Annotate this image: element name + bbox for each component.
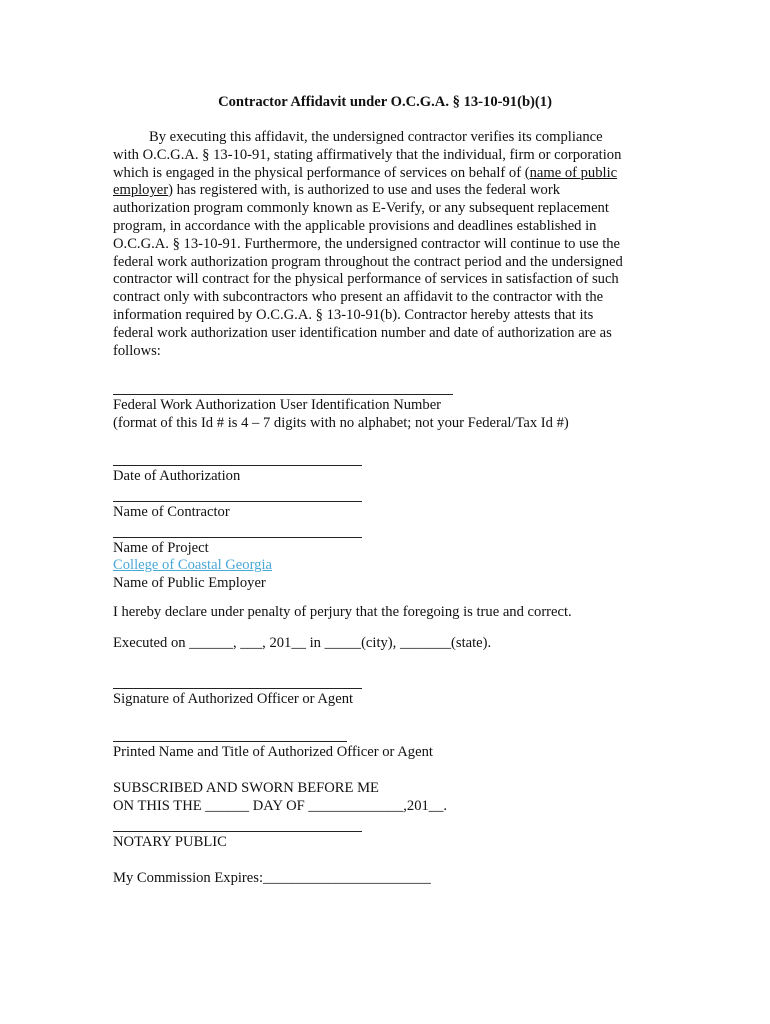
fwa-id-line[interactable] xyxy=(113,394,453,395)
notary-public-label: NOTARY PUBLIC xyxy=(113,834,227,850)
project-name-label: Name of Project xyxy=(113,540,209,556)
contractor-name-label: Name of Contractor xyxy=(113,504,230,520)
date-of-authorization-label: Date of Authorization xyxy=(113,468,241,484)
affidavit-body xyxy=(113,129,643,360)
body-line: By executing this affidavit, the undersigned contractor verifies its compliance xyxy=(149,129,603,145)
body-line: program, in accordance with the applicable provisions and deadlines established in xyxy=(113,217,597,234)
executed-on-line: Executed on ______, ___, 201__ in _____(city), _______(state). xyxy=(113,635,492,651)
signature-line[interactable] xyxy=(113,688,362,689)
signature-label: Signature of Authorized Officer or Agent xyxy=(113,691,354,707)
body-text: ) has registered with, is authorized to use and uses the federal work xyxy=(168,182,561,199)
notary-date-line: ON THIS THE ______ DAY OF _____________,201__. xyxy=(113,798,448,814)
commission-expires: My Commission Expires:_______________________ xyxy=(113,870,431,886)
body-line xyxy=(113,182,643,200)
body-line: follows: xyxy=(113,342,161,359)
public-employer-label: Name of Public Employer xyxy=(113,575,266,591)
public-employer-placeholder: (name of public xyxy=(524,164,618,181)
notary-signature-line[interactable] xyxy=(113,831,362,832)
contractor-name-line[interactable] xyxy=(113,501,362,502)
date-of-authorization-line[interactable] xyxy=(113,465,362,466)
fwa-id-note: (format of this Id # is 4 – 7 digits with no alphabet; not your Federal/Tax Id #) xyxy=(113,415,569,431)
printed-name-line[interactable] xyxy=(113,741,347,742)
printed-name-label: Printed Name and Title of Authorized Officer or Agent xyxy=(113,744,433,760)
body-line: contractor will contract for the physical performance of services in satisfaction of such xyxy=(113,271,619,288)
body-line: authorization program commonly known as E-Verify, or any subsequent replacement xyxy=(113,200,609,217)
notary-sworn-line: SUBSCRIBED AND SWORN BEFORE ME xyxy=(113,780,379,796)
body-line: with O.C.G.A. § 13-10-91, stating affirmatively that the individual, firm or corporation xyxy=(113,146,622,163)
document-title: Contractor Affidavit under O.C.G.A. § 13-10-91(b)(1) xyxy=(218,94,552,110)
body-line: federal work authorization program throughout the contract period and the undersigned xyxy=(113,253,623,270)
fwa-id-label: Federal Work Authorization User Identification Number xyxy=(113,397,442,413)
public-employer-placeholder-cont: employer xyxy=(113,182,169,199)
body-text: which is engaged in the physical performance of services on behalf of xyxy=(113,164,525,181)
perjury-declaration: I hereby declare under penalty of perjury that the foregoing is true and correct. xyxy=(113,604,572,620)
body-line: O.C.G.A. § 13-10-91. Furthermore, the undersigned contractor will continue to use the xyxy=(113,235,621,252)
body-line: information required by O.C.G.A. § 13-10-91(b). Contractor hereby attests that its xyxy=(113,306,594,323)
project-name-line[interactable] xyxy=(113,537,362,538)
body-line: federal work authorization user identification number and date of authorization are as xyxy=(113,324,612,341)
public-employer-value-link[interactable]: College of Coastal Georgia xyxy=(113,557,273,573)
body-line xyxy=(113,165,643,183)
body-line: contract only with subcontractors who present an affidavit to the contractor with the xyxy=(113,289,604,306)
